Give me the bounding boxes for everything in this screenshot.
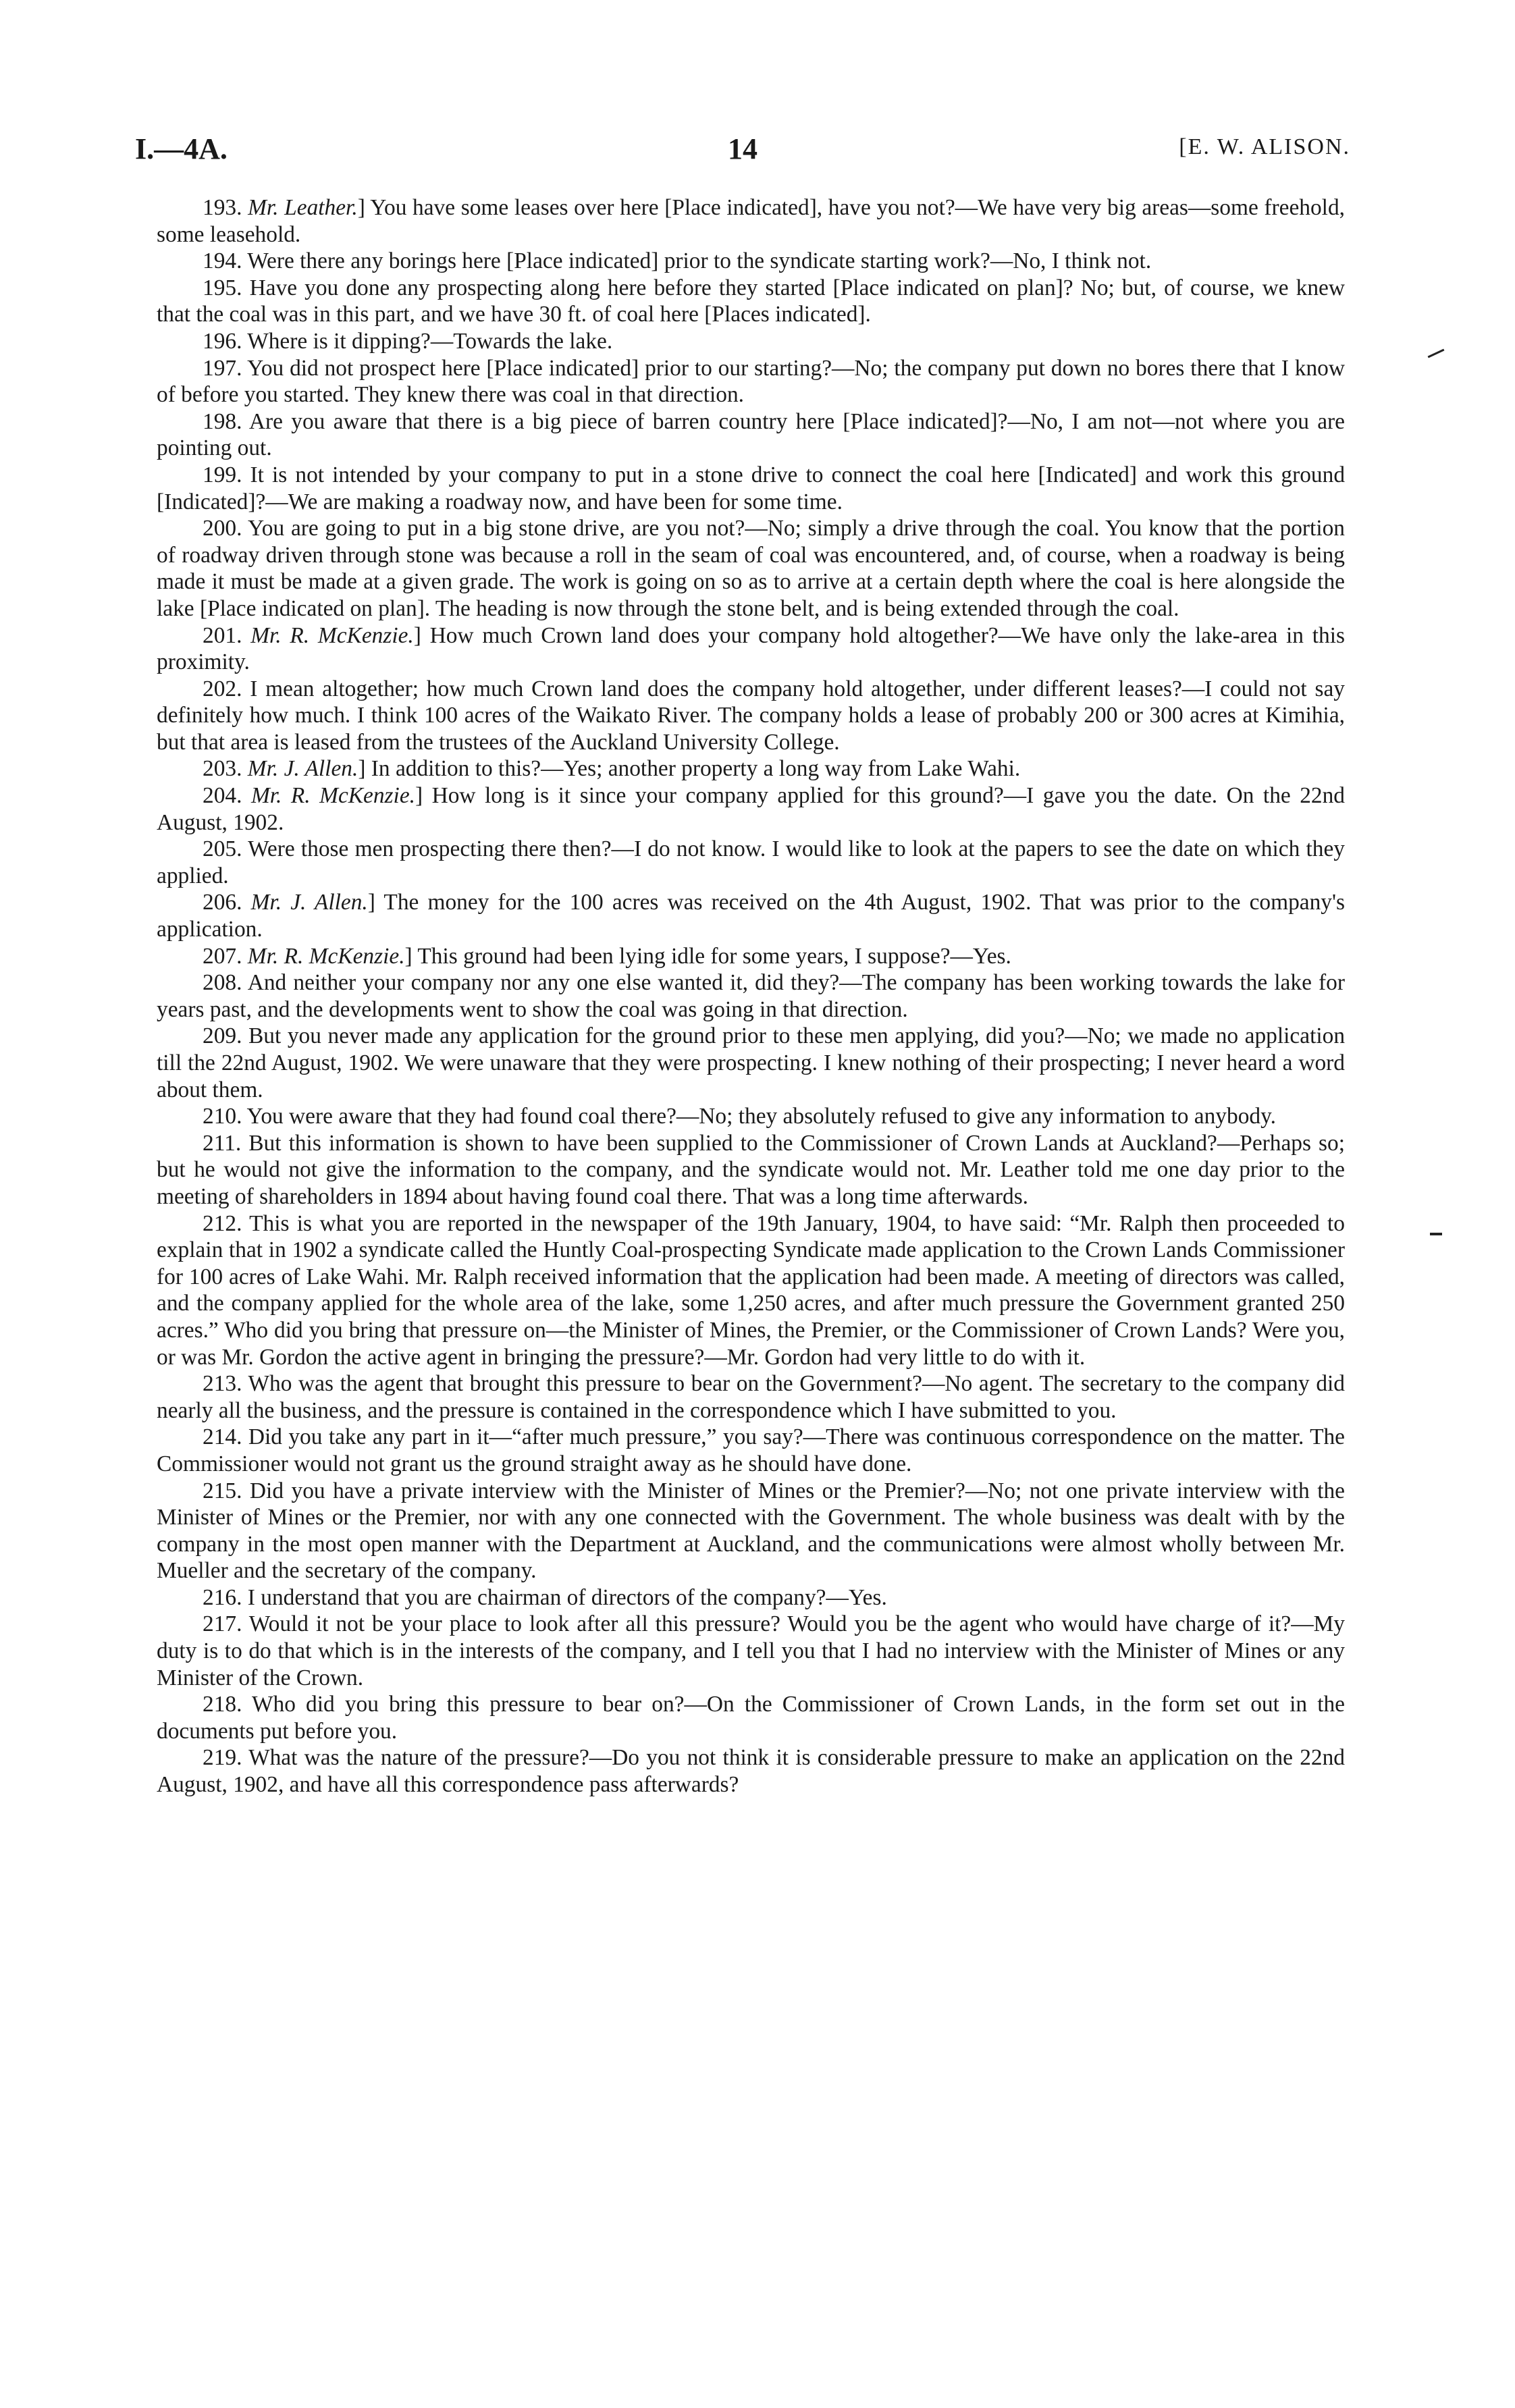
question-paragraph	[157, 836, 1345, 889]
question-paragraph	[157, 1478, 1345, 1584]
question-paragraph	[157, 755, 1345, 782]
question-text: Have you done any prospecting along here before they started [Place indicated on plan]? No; but, of course, we knew that the coal was in this part, and we have 30 ft. of coal here [Places indicated].	[157, 275, 1345, 327]
question-text: ] How much Crown land does your company hold altogether?—We have only the lake-area in this proximity.	[157, 622, 1346, 675]
question-number: 210.	[203, 1104, 247, 1129]
speaker-name: Mr. J. Allen.	[247, 756, 358, 782]
question-number: 202.	[203, 676, 250, 701]
parliamentary-paper-reference: I.—4A.	[135, 132, 228, 165]
question-number: 218.	[203, 1692, 252, 1717]
question-text: Where is it dipping?—Towards the lake.	[247, 328, 613, 354]
question-paragraph	[157, 1130, 1345, 1210]
question-number: 213.	[203, 1371, 248, 1397]
question-paragraph	[157, 355, 1345, 408]
question-number: 201.	[203, 622, 251, 648]
question-text: And neither your company nor any one else wanted it, did they?—The company has been working towards the lake for years past, and the developments went to show the coal was going in that direction.	[157, 970, 1345, 1022]
question-paragraph	[157, 1691, 1345, 1744]
question-text: Did you have a private interview with the Minister of Mines or the Premier?—No; not one private interview with the Minister of Mines or the Premier, nor with any one connected with the Government. The whole business was dealt with by the company in the most open manner with the Department at Auckland, and the communications were almost wholly between Mr. Mueller and the secretary of the company.	[157, 1478, 1345, 1584]
question-number: 217.	[203, 1611, 249, 1637]
page-header	[135, 132, 1350, 179]
question-paragraph	[157, 969, 1345, 1023]
question-paragraph	[157, 1424, 1345, 1477]
question-text: Were there any borings here [Place indicated] prior to the syndicate starting work?—No, I think not.	[247, 248, 1152, 274]
page-number: 14	[728, 132, 758, 165]
question-number: 197.	[203, 355, 248, 381]
question-paragraph	[157, 1103, 1345, 1130]
speaker-name: Mr. J. Allen.	[250, 890, 368, 915]
question-number: 214.	[203, 1424, 248, 1450]
question-text: You were aware that they had found coal there?—No; they absolutely refused to give any information to anybody.	[246, 1104, 1276, 1129]
question-number: 211.	[203, 1130, 249, 1156]
question-paragraph	[157, 622, 1345, 676]
question-text: Would it not be your place to look after all this pressure? Would you be the agent who would have charge of it?—My duty is to do that which is in the interests of the company, and I tell you that I had no interview with the Minister of Mines or any Minister of the Crown.	[157, 1611, 1345, 1690]
question-number: 196.	[203, 328, 248, 354]
question-paragraph	[157, 408, 1345, 462]
question-paragraph	[157, 782, 1345, 836]
question-number: 203.	[203, 756, 248, 782]
speaker-name: Mr. R. McKenzie.	[250, 622, 414, 648]
witness-name: [E. W. ALISON.	[1179, 134, 1350, 159]
question-text: Are you aware that there is a big piece of barren country here [Place indicated]?—No, I am not—not where you are pointing out.	[157, 408, 1345, 461]
question-number: 216.	[203, 1584, 248, 1610]
question-text: You did not prospect here [Place indicated] prior to our starting?—No; the company put down no bores there that I know of before you started. They knew there was coal in that direction.	[157, 355, 1345, 408]
speaker-name: Mr. R. McKenzie.	[250, 783, 415, 809]
question-text: This is what you are reported in the newspaper of the 19th January, 1904, to have said: “Mr. Ralph then proceeded to explain that in 1902 a syndicate called the Huntly Coal-prospecting Syndicate made application to the Crown Lands Commissioner for 100 acres of Lake Wahi. Mr. Ralph received information that the application had been made. A meeting of directors was called, and the company applied for the whole area of the lake, some 1,250 acres, and after much pressure the Government granted 250 acres.” Who did you bring that pressure on—the Minister of Mines, the Premier, or the Commissioner of Crown Lands? Were you, or was Mr. Gordon the active agent in bringing the pressure?—Mr. Gordon had very little to do with it.	[157, 1210, 1345, 1370]
question-number: 219.	[203, 1745, 249, 1771]
question-number: 207.	[203, 943, 248, 969]
question-paragraph	[157, 462, 1345, 515]
question-text: Who did you bring this pressure to bear on?—On the Commissioner of Crown Lands, in the form set out in the documents put before you.	[157, 1692, 1345, 1744]
question-text: Were those men prospecting there then?—I do not know. I would like to look at the papers to see the date on which they applied.	[157, 836, 1345, 888]
question-text: ] You have some leases over here [Place indicated], have you not?—We have very big areas—some freehold, some leasehold.	[157, 195, 1345, 247]
question-number: 209.	[203, 1023, 249, 1049]
question-number: 215.	[203, 1478, 250, 1503]
question-text: But you never made any application for the ground prior to these men applying, did you?—No; we made no application till the 22nd August, 1902. We were unaware that they were prospecting. I knew nothing of their prospecting; I never heard a word about them.	[157, 1023, 1346, 1102]
question-text: ] How long is it since your company applied for this ground?—I gave you the date. On the 22nd August, 1902.	[157, 783, 1345, 835]
question-paragraph	[157, 1584, 1345, 1611]
question-paragraph	[157, 1210, 1345, 1371]
question-text: It is not intended by your company to put in a stone drive to connect the coal here [Indicated] and work this ground [Indicated]?—We are making a roadway now, and have been for some time.	[157, 462, 1346, 514]
speaker-name: Mr. R. McKenzie.	[247, 943, 405, 969]
question-text: What was the nature of the pressure?—Do you not think it is considerable pressure to make an application on the 22nd August, 1902, and have all this correspondence pass afterwards?	[157, 1745, 1345, 1798]
question-number: 199.	[203, 462, 250, 487]
question-number: 206.	[203, 890, 251, 915]
question-text: Did you take any part in it—“after much pressure,” you say?—There was continuous correspondence on the matter. The Commissioner would not grant us the ground straight away as he should have done.	[157, 1424, 1345, 1476]
question-paragraph	[157, 515, 1345, 622]
question-text: You are going to put in a big stone drive, are you not?—No; simply a drive through the coal. You know that the portion of roadway driven through stone was because a roll in the seam of coal was encountered, and, of course, when a roadway is being made it must be made at a given grade. The work is going on so as to arrive at a certain depth where the coal is here alongside the lake [Place indicated on plan]. The heading is now through the stone belt, and is being extended through the coal.	[157, 516, 1345, 621]
question-paragraph	[157, 889, 1345, 942]
question-number: 200.	[203, 516, 248, 541]
question-number: 205.	[203, 836, 248, 862]
transcript-body	[157, 194, 1345, 1798]
question-text: ] In addition to this?—Yes; another property a long way from Lake Wahi.	[358, 756, 1021, 782]
question-text: ] The money for the 100 acres was received on the 4th August, 1902. That was prior to the company's application.	[157, 890, 1346, 942]
question-number: 198.	[203, 408, 249, 434]
question-paragraph	[157, 676, 1345, 756]
question-paragraph	[157, 194, 1345, 248]
question-number: 194.	[203, 248, 248, 274]
question-paragraph	[157, 1611, 1345, 1691]
question-paragraph	[157, 248, 1345, 275]
question-paragraph	[157, 943, 1345, 970]
speaker-name: Mr. Leather.	[248, 195, 358, 220]
question-number: 195.	[203, 275, 250, 300]
question-text: But this information is shown to have been supplied to the Commissioner of Crown Lands at Auckland?—Perhaps so; but he would not give the information to the company, and the syndicate would not. Mr. Leather told me one day prior to the meeting of shareholders in 1894 about having found coal there. That was a long time afterwards.	[157, 1130, 1345, 1209]
question-number: 208.	[203, 970, 248, 996]
question-number: 212.	[203, 1210, 250, 1236]
question-text: ] This ground had been lying idle for some years, I suppose?—Yes.	[404, 943, 1011, 969]
question-text: I understand that you are chairman of directors of the company?—Yes.	[247, 1584, 887, 1610]
question-paragraph	[157, 1023, 1345, 1103]
question-paragraph	[157, 1744, 1345, 1798]
question-number: 204.	[203, 783, 251, 809]
margin-mark	[1430, 1233, 1442, 1235]
question-paragraph	[157, 328, 1345, 355]
question-paragraph	[157, 1370, 1345, 1424]
question-paragraph	[157, 275, 1345, 328]
margin-mark	[1428, 349, 1445, 358]
question-text: Who was the agent that brought this pressure to bear on the Government?—No agent. The secretary to the company did nearly all the business, and the pressure is contained in the correspondence which I have submitted to you.	[157, 1371, 1345, 1423]
question-number: 193.	[203, 195, 248, 220]
question-text: I mean altogether; how much Crown land does the company hold altogether, under different leases?—I could not say definitely how much. I think 100 acres of the Waikato River. The company holds a lease of probably 200 or 300 acres at Kimihia, but that area is leased from the trustees of the Auckland University College.	[157, 676, 1346, 755]
